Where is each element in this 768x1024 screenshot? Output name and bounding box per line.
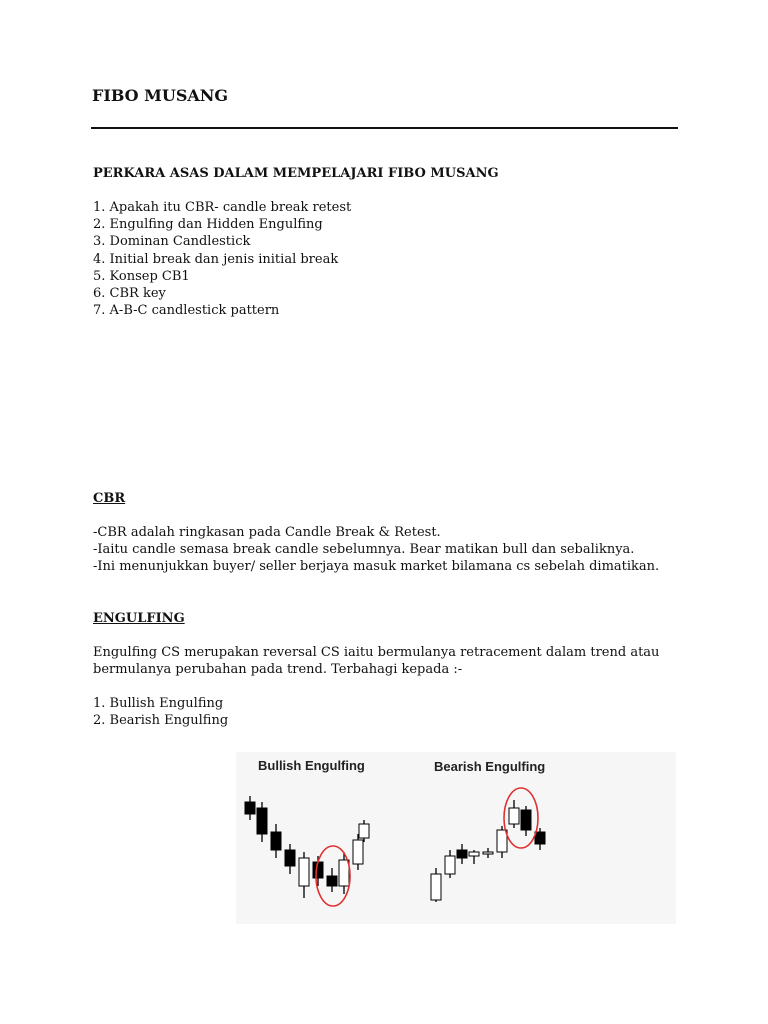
bullish-candle [299, 858, 309, 886]
list-item: 1. Apakah itu CBR- candle break retest [93, 200, 352, 215]
bullish-candle [359, 824, 369, 838]
bullish-candle [339, 860, 349, 886]
bullish-candle [445, 856, 455, 874]
bearish-candle [271, 832, 281, 850]
list-item: 1. Bullish Engulfing [93, 696, 224, 711]
engulfing-figure [236, 752, 676, 924]
bearish-candle [521, 810, 531, 830]
bearish-candle [285, 850, 295, 866]
basics-heading: PERKARA ASAS DALAM MEMPELAJARI FIBO MUSANG [93, 166, 499, 181]
paragraph-line: -Ini menunjukkan buyer/ seller berjaya masuk market bilamana cs sebelah dimatikan. [93, 559, 660, 575]
bullish-candle [469, 852, 479, 856]
bullish-candle [431, 874, 441, 900]
paragraph-line: -Iaitu candle semasa break candle sebelumnya. Bear matikan bull dan sebaliknya. [93, 542, 635, 558]
candlestick-drawing [245, 788, 545, 906]
bearish-candle [327, 876, 337, 886]
paragraph-line: Engulfing CS merupakan reversal CS iaitu bermulanya retracement dalam trend atau [93, 645, 660, 660]
bullish-candle [509, 808, 519, 824]
list-item: 2. Bearish Engulfing [93, 713, 229, 729]
engulfing-list [93, 695, 228, 729]
engulfing-body [93, 644, 659, 678]
bearish-engulfing-label: Bearish Engulfing [434, 759, 546, 774]
basics-list [93, 199, 351, 319]
list-item: 3. Dominan Candlestick [93, 234, 251, 250]
title-divider [91, 127, 678, 129]
cbr-body [93, 524, 659, 576]
document-title: FIBO MUSANG [92, 86, 229, 105]
engulfing-heading: ENGULFING [93, 611, 185, 626]
list-item: 2. Engulfing dan Hidden Engulfing [93, 217, 323, 233]
bullish-candle [353, 840, 363, 864]
list-item: 5. Konsep CB1 [93, 268, 190, 284]
bullish-candle [483, 852, 493, 854]
bearish-candle [245, 802, 255, 814]
list-item: 7. A-B-C candlestick pattern [93, 303, 280, 319]
list-item: 4. Initial break dan jenis initial break [93, 251, 339, 267]
cbr-heading: CBR [93, 491, 126, 506]
bearish-candle [457, 850, 467, 858]
bearish-candle [257, 808, 267, 834]
paragraph-line: bermulanya perubahan pada trend. Terbahagi kepada :- [93, 662, 463, 678]
paragraph-line: -CBR adalah ringkasan pada Candle Break & Retest. [93, 525, 441, 540]
list-item: 6. CBR key [93, 286, 166, 302]
bearish-candle [535, 832, 545, 844]
bullish-engulfing-label: Bullish Engulfing [258, 758, 365, 773]
